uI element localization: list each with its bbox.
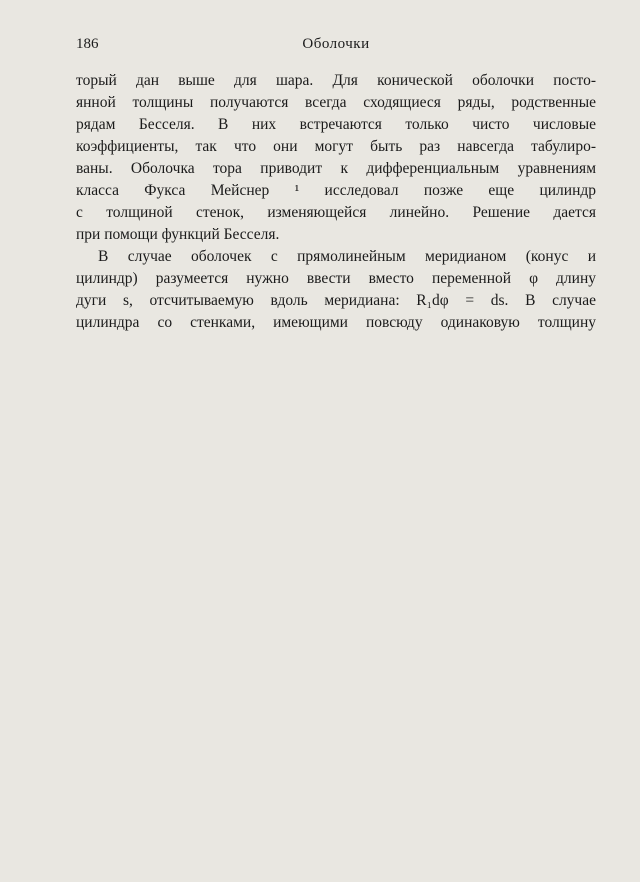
text-line: цилиндр) разумеется нужно ввести вместо переменной φ длину [76, 270, 596, 287]
text-line: цилиндра со стенками, имеющими повсюду одинаковую толщину [76, 314, 596, 331]
running-title: Оболочки [302, 36, 370, 52]
text-line: класса Фукса Мейснер ¹ исследовал позже еще цилиндр [76, 182, 596, 199]
text-line: ваны. Оболочка тора приводит к дифференциальным уравнениям [76, 160, 596, 177]
text-line: коэффициенты, так что они могут быть раз навсегда табулиро- [76, 138, 596, 155]
text-line: янной толщины получаются всегда сходящиеся ряды, родственные [76, 94, 596, 111]
text-line: торый дан выше для шара. Для конической оболочки посто- [76, 72, 596, 89]
text-line: с толщиной стенок, изменяющейся линейно. Решение дается [76, 204, 596, 221]
text-line: рядам Бесселя. В них встречаются только чисто числовые [76, 116, 596, 133]
text-line: дуги s, отсчитываемую вдоль меридиана: R₁dφ = ds. В случае [76, 292, 596, 309]
page-number: 186 [76, 36, 99, 52]
text-line: В случае оболочек с прямолинейным меридианом (конус и [98, 248, 596, 265]
text-line: при помощи функций Бесселя. [76, 226, 280, 243]
